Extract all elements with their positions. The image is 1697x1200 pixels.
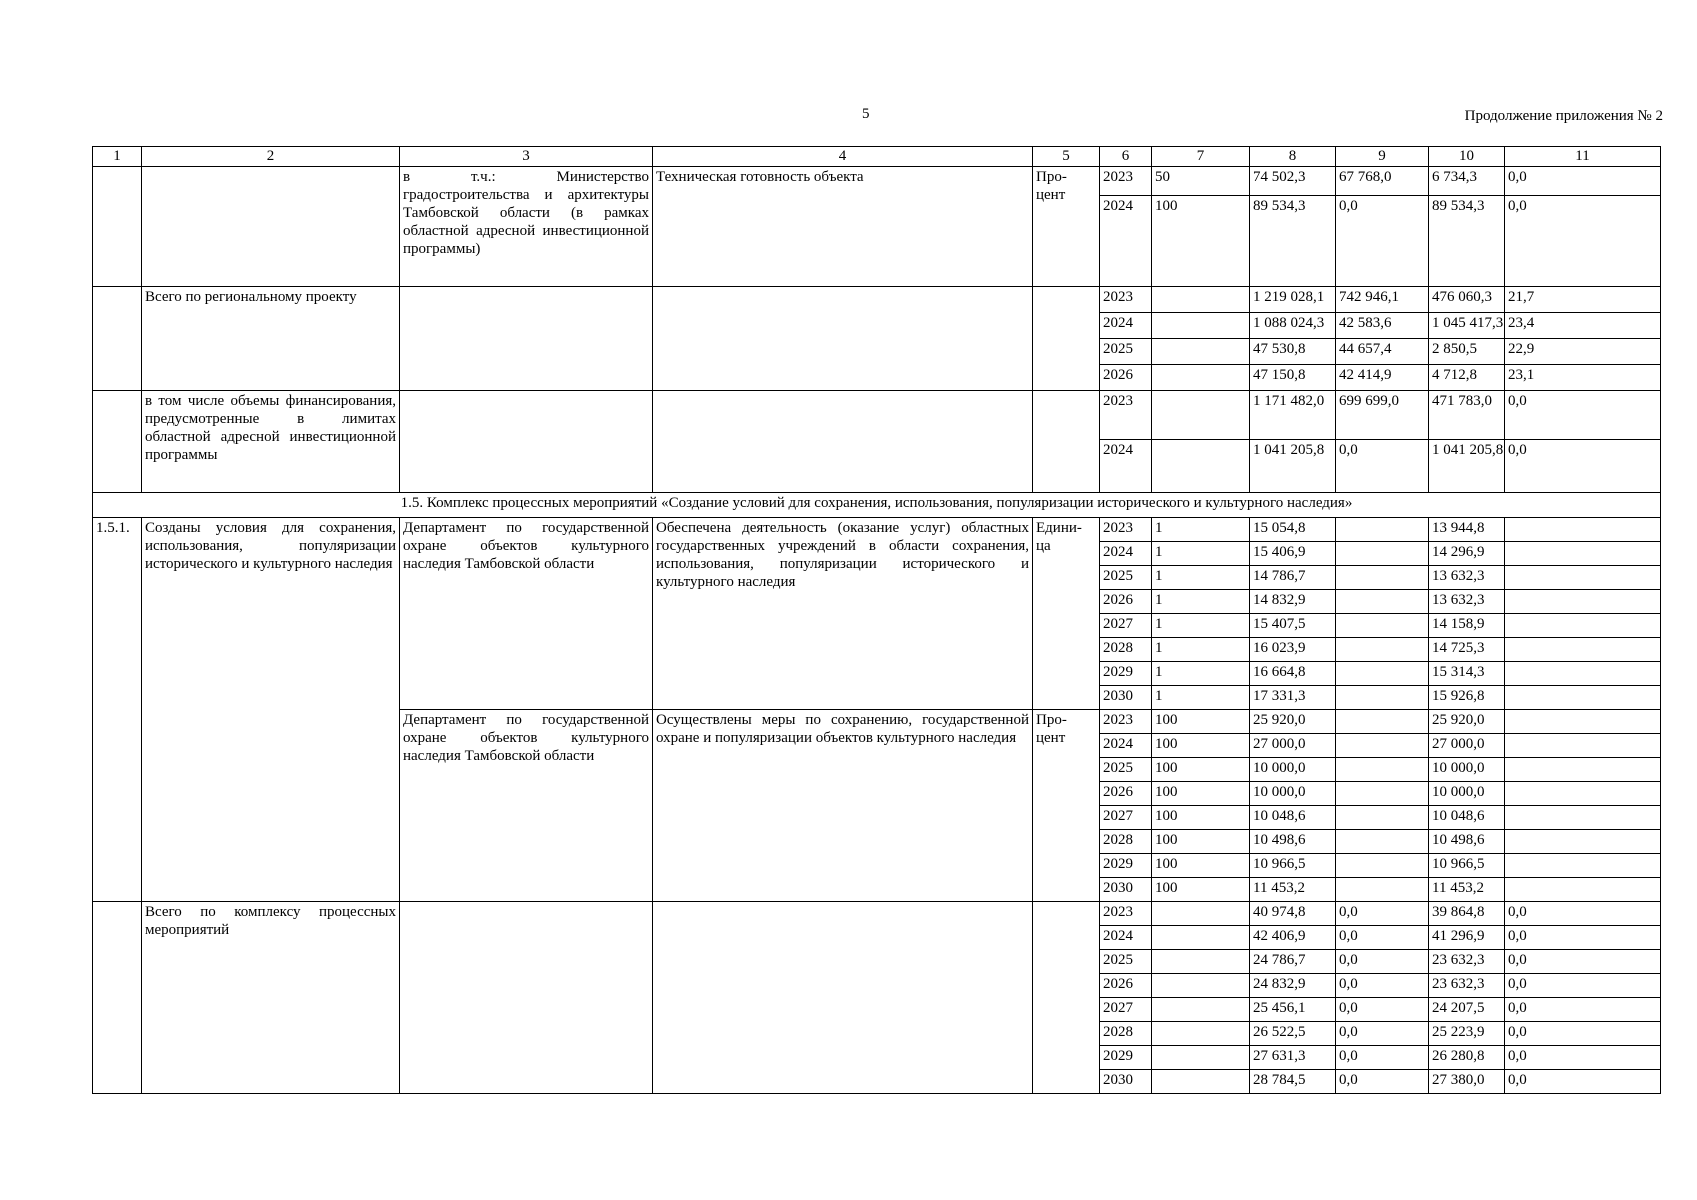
year-cell: 2029 [1100, 662, 1152, 686]
federal-cell: 0,0 [1336, 950, 1429, 974]
unit-cell: Про-цент [1033, 167, 1100, 287]
year-cell: 2030 [1100, 686, 1152, 710]
year-cell: 2023 [1100, 391, 1152, 440]
total-cell: 16 664,8 [1250, 662, 1336, 686]
federal-cell: 0,0 [1336, 1070, 1429, 1094]
municipal-cell: 0,0 [1505, 1046, 1661, 1070]
year-cell: 2026 [1100, 974, 1152, 998]
municipal-cell [1505, 806, 1661, 830]
total-cell: 40 974,8 [1250, 902, 1336, 926]
federal-cell [1336, 782, 1429, 806]
total-cell: 28 784,5 [1250, 1070, 1336, 1094]
federal-cell: 42 583,6 [1336, 313, 1429, 339]
regional-cell: 6 734,3 [1429, 167, 1505, 196]
indicator-value-cell: 1 [1152, 638, 1250, 662]
year-cell: 2024 [1100, 196, 1152, 287]
table-cell [400, 287, 653, 391]
regional-cell: 15 926,8 [1429, 686, 1505, 710]
year-cell: 2026 [1100, 365, 1152, 391]
col-header: 6 [1100, 147, 1152, 167]
federal-cell: 0,0 [1336, 926, 1429, 950]
indicator-value-cell: 100 [1152, 758, 1250, 782]
federal-cell: 0,0 [1336, 998, 1429, 1022]
table-row [93, 518, 1661, 542]
municipal-cell [1505, 758, 1661, 782]
col-header: 2 [142, 147, 400, 167]
municipal-cell [1505, 518, 1661, 542]
indicator-value-cell: 1 [1152, 662, 1250, 686]
indicator-value-cell [1152, 391, 1250, 440]
total-cell: 1 088 024,3 [1250, 313, 1336, 339]
indicator-value-cell [1152, 365, 1250, 391]
municipal-cell [1505, 734, 1661, 758]
indicator-value-cell: 100 [1152, 196, 1250, 287]
indicator-value-cell: 100 [1152, 734, 1250, 758]
regional-cell: 476 060,3 [1429, 287, 1505, 313]
indicator-name-cell: Техническая готовность объекта [653, 167, 1033, 287]
federal-cell [1336, 806, 1429, 830]
municipal-cell: 0,0 [1505, 1070, 1661, 1094]
indicator-value-cell: 100 [1152, 710, 1250, 734]
indicator-name-cell: Обеспечена деятельность (оказание услуг) областных государственных учреждений в области сохранения, использования, популяризации исторического и культурного наследия [653, 518, 1033, 710]
table-cell [653, 902, 1033, 1094]
municipal-cell: 23,1 [1505, 365, 1661, 391]
table-row [93, 902, 1661, 926]
year-cell: 2023 [1100, 518, 1152, 542]
table-cell [93, 167, 142, 287]
table-cell [93, 287, 142, 391]
municipal-cell: 22,9 [1505, 339, 1661, 365]
indicator-value-cell [1152, 287, 1250, 313]
regional-cell: 14 296,9 [1429, 542, 1505, 566]
federal-cell: 0,0 [1336, 974, 1429, 998]
federal-cell: 44 657,4 [1336, 339, 1429, 365]
federal-cell [1336, 734, 1429, 758]
year-cell: 2023 [1100, 287, 1152, 313]
indicator-value-cell: 1 [1152, 518, 1250, 542]
total-cell: 1 171 482,0 [1250, 391, 1336, 440]
col-header: 7 [1152, 147, 1250, 167]
indicator-value-cell [1152, 974, 1250, 998]
indicator-value-cell: 1 [1152, 566, 1250, 590]
process-complex-total-label: Всего по комплексу процессных мероприятий [142, 902, 400, 1094]
year-cell: 2030 [1100, 878, 1152, 902]
municipal-cell: 0,0 [1505, 950, 1661, 974]
section-title: 1.5. Комплекс процессных мероприятий «Создание условий для сохранения, использования, популяризации исторического и культурного наследия» [93, 493, 1661, 518]
indicator-value-cell: 1 [1152, 590, 1250, 614]
year-cell: 2023 [1100, 167, 1152, 196]
table-cell [1033, 902, 1100, 1094]
federal-cell [1336, 710, 1429, 734]
year-cell: 2025 [1100, 566, 1152, 590]
total-cell: 15 407,5 [1250, 614, 1336, 638]
municipal-cell: 0,0 [1505, 167, 1661, 196]
total-cell: 1 041 205,8 [1250, 440, 1336, 493]
indicator-value-cell: 100 [1152, 830, 1250, 854]
year-cell: 2030 [1100, 1070, 1152, 1094]
municipal-cell: 0,0 [1505, 974, 1661, 998]
table-row [93, 391, 1661, 440]
year-cell: 2026 [1100, 590, 1152, 614]
total-cell: 47 530,8 [1250, 339, 1336, 365]
total-cell: 16 023,9 [1250, 638, 1336, 662]
federal-cell [1336, 518, 1429, 542]
indicator-value-cell [1152, 1070, 1250, 1094]
regional-cell: 89 534,3 [1429, 196, 1505, 287]
federal-cell [1336, 542, 1429, 566]
table-cell [653, 391, 1033, 493]
federal-cell [1336, 662, 1429, 686]
regional-project-total-label: Всего по региональному проекту [142, 287, 400, 391]
regional-cell: 39 864,8 [1429, 902, 1505, 926]
indicator-value-cell: 50 [1152, 167, 1250, 196]
regional-cell: 4 712,8 [1429, 365, 1505, 391]
regional-cell: 10 498,6 [1429, 830, 1505, 854]
regional-cell: 2 850,5 [1429, 339, 1505, 365]
unit-cell: Едини-ца [1033, 518, 1100, 710]
col-header: 11 [1505, 147, 1661, 167]
section-title-row [93, 493, 1661, 518]
regional-cell: 23 632,3 [1429, 974, 1505, 998]
regional-cell: 41 296,9 [1429, 926, 1505, 950]
regional-cell: 26 280,8 [1429, 1046, 1505, 1070]
regional-cell: 24 207,5 [1429, 998, 1505, 1022]
regional-cell: 25 223,9 [1429, 1022, 1505, 1046]
municipal-cell: 0,0 [1505, 196, 1661, 287]
federal-cell: 0,0 [1336, 196, 1429, 287]
total-cell: 10 000,0 [1250, 782, 1336, 806]
total-cell: 74 502,3 [1250, 167, 1336, 196]
table-cell [93, 391, 142, 493]
federal-cell [1336, 854, 1429, 878]
total-cell: 1 219 028,1 [1250, 287, 1336, 313]
municipal-cell [1505, 710, 1661, 734]
total-cell: 27 000,0 [1250, 734, 1336, 758]
year-cell: 2027 [1100, 614, 1152, 638]
federal-cell: 67 768,0 [1336, 167, 1429, 196]
indicator-value-cell [1152, 998, 1250, 1022]
table-cell [1033, 391, 1100, 493]
year-cell: 2025 [1100, 758, 1152, 782]
indicator-value-cell [1152, 1022, 1250, 1046]
regional-cell: 23 632,3 [1429, 950, 1505, 974]
regional-cell: 10 048,6 [1429, 806, 1505, 830]
indicator-value-cell [1152, 902, 1250, 926]
year-cell: 2028 [1100, 638, 1152, 662]
col-header: 1 [93, 147, 142, 167]
municipal-cell: 0,0 [1505, 998, 1661, 1022]
year-cell: 2023 [1100, 902, 1152, 926]
table-row [93, 287, 1661, 313]
federal-cell [1336, 614, 1429, 638]
indicator-value-cell [1152, 950, 1250, 974]
item-name-cell: Созданы условия для сохранения, использования, популяризации исторического и культурного наследия [142, 518, 400, 902]
federal-cell: 0,0 [1336, 440, 1429, 493]
col-header: 4 [653, 147, 1033, 167]
year-cell: 2024 [1100, 440, 1152, 493]
federal-cell: 0,0 [1336, 1046, 1429, 1070]
municipal-cell: 0,0 [1505, 391, 1661, 440]
total-cell: 27 631,3 [1250, 1046, 1336, 1070]
indicator-value-cell [1152, 1046, 1250, 1070]
municipal-cell: 0,0 [1505, 1022, 1661, 1046]
table-cell [653, 287, 1033, 391]
indicator-value-cell: 1 [1152, 542, 1250, 566]
municipal-cell: 0,0 [1505, 926, 1661, 950]
col-header: 8 [1250, 147, 1336, 167]
municipal-cell [1505, 614, 1661, 638]
total-cell: 26 522,5 [1250, 1022, 1336, 1046]
appendix-continuation-label: Продолжение приложения № 2 [1464, 108, 1663, 124]
regional-cell: 1 041 205,8 [1429, 440, 1505, 493]
regional-cell: 471 783,0 [1429, 391, 1505, 440]
total-cell: 11 453,2 [1250, 878, 1336, 902]
year-cell: 2026 [1100, 782, 1152, 806]
col-header: 3 [400, 147, 653, 167]
total-cell: 14 832,9 [1250, 590, 1336, 614]
municipal-cell [1505, 782, 1661, 806]
col-header: 10 [1429, 147, 1505, 167]
municipal-cell [1505, 662, 1661, 686]
municipal-cell [1505, 638, 1661, 662]
federal-cell [1336, 830, 1429, 854]
table-cell [142, 167, 400, 287]
regional-cell: 10 000,0 [1429, 758, 1505, 782]
regional-cell: 27 380,0 [1429, 1070, 1505, 1094]
total-cell: 25 920,0 [1250, 710, 1336, 734]
total-cell: 15 054,8 [1250, 518, 1336, 542]
indicator-value-cell: 1 [1152, 686, 1250, 710]
indicator-name-cell: Осуществлены меры по сохранению, государственной охране и популяризации объектов культурного наследия [653, 710, 1033, 902]
federal-cell [1336, 878, 1429, 902]
table-row [93, 167, 1661, 196]
federal-cell [1336, 566, 1429, 590]
page-number: 5 [862, 106, 870, 122]
federal-cell [1336, 686, 1429, 710]
total-cell: 42 406,9 [1250, 926, 1336, 950]
col-header: 5 [1033, 147, 1100, 167]
federal-cell [1336, 590, 1429, 614]
total-cell: 14 786,7 [1250, 566, 1336, 590]
regional-cell: 11 453,2 [1429, 878, 1505, 902]
table-cell [93, 902, 142, 1094]
regional-cell: 14 725,3 [1429, 638, 1505, 662]
total-cell: 24 786,7 [1250, 950, 1336, 974]
regional-cell: 13 944,8 [1429, 518, 1505, 542]
regional-cell: 10 000,0 [1429, 782, 1505, 806]
indicator-value-cell: 1 [1152, 614, 1250, 638]
total-cell: 10 498,6 [1250, 830, 1336, 854]
year-cell: 2024 [1100, 734, 1152, 758]
federal-cell: 0,0 [1336, 902, 1429, 926]
municipal-cell [1505, 590, 1661, 614]
column-number-row [93, 147, 1661, 167]
indicator-value-cell: 100 [1152, 806, 1250, 830]
municipal-cell [1505, 830, 1661, 854]
budget-table-body [93, 147, 1661, 1094]
indicator-value-cell: 100 [1152, 782, 1250, 806]
executor-cell: Департамент по государственной охране объектов культурного наследия Тамбовской области [400, 518, 653, 710]
municipal-cell [1505, 854, 1661, 878]
table-cell [1033, 287, 1100, 391]
municipal-cell: 23,4 [1505, 313, 1661, 339]
executor-cell: Департамент по государственной охране объектов культурного наследия Тамбовской области [400, 710, 653, 902]
year-cell: 2024 [1100, 313, 1152, 339]
item-number-cell: 1.5.1. [93, 518, 142, 902]
year-cell: 2028 [1100, 830, 1152, 854]
federal-cell: 42 414,9 [1336, 365, 1429, 391]
federal-cell: 0,0 [1336, 1022, 1429, 1046]
year-cell: 2028 [1100, 1022, 1152, 1046]
total-cell: 89 534,3 [1250, 196, 1336, 287]
total-cell: 47 150,8 [1250, 365, 1336, 391]
regional-cell: 13 632,3 [1429, 566, 1505, 590]
municipal-cell [1505, 878, 1661, 902]
regional-cell: 13 632,3 [1429, 590, 1505, 614]
year-cell: 2025 [1100, 339, 1152, 365]
year-cell: 2025 [1100, 950, 1152, 974]
regional-cell: 1 045 417,3 [1429, 313, 1505, 339]
regional-cell: 25 920,0 [1429, 710, 1505, 734]
municipal-cell [1505, 686, 1661, 710]
total-cell: 24 832,9 [1250, 974, 1336, 998]
year-cell: 2023 [1100, 710, 1152, 734]
total-cell: 10 966,5 [1250, 854, 1336, 878]
col-header: 9 [1336, 147, 1429, 167]
federal-cell: 742 946,1 [1336, 287, 1429, 313]
year-cell: 2024 [1100, 926, 1152, 950]
total-cell: 17 331,3 [1250, 686, 1336, 710]
year-cell: 2024 [1100, 542, 1152, 566]
aip-limits-label: в том числе объемы финансирования, предусмотренные в лимитах областной адресной инвестиционной программы [142, 391, 400, 493]
municipal-cell: 0,0 [1505, 902, 1661, 926]
federal-cell [1336, 638, 1429, 662]
total-cell: 10 000,0 [1250, 758, 1336, 782]
year-cell: 2027 [1100, 806, 1152, 830]
regional-cell: 10 966,5 [1429, 854, 1505, 878]
regional-cell: 27 000,0 [1429, 734, 1505, 758]
total-cell: 25 456,1 [1250, 998, 1336, 1022]
unit-cell: Про-цент [1033, 710, 1100, 902]
municipal-cell: 21,7 [1505, 287, 1661, 313]
indicator-value-cell [1152, 926, 1250, 950]
municipal-cell [1505, 542, 1661, 566]
federal-cell: 699 699,0 [1336, 391, 1429, 440]
year-cell: 2029 [1100, 854, 1152, 878]
regional-cell: 15 314,3 [1429, 662, 1505, 686]
year-cell: 2029 [1100, 1046, 1152, 1070]
year-cell: 2027 [1100, 998, 1152, 1022]
table-cell [400, 902, 653, 1094]
indicator-value-cell: 100 [1152, 878, 1250, 902]
table-cell [400, 391, 653, 493]
municipal-cell: 0,0 [1505, 440, 1661, 493]
indicator-value-cell [1152, 339, 1250, 365]
indicator-value-cell [1152, 440, 1250, 493]
federal-cell [1336, 758, 1429, 782]
regional-cell: 14 158,9 [1429, 614, 1505, 638]
total-cell: 15 406,9 [1250, 542, 1336, 566]
budget-table [92, 146, 1661, 1094]
indicator-value-cell: 100 [1152, 854, 1250, 878]
indicator-value-cell [1152, 313, 1250, 339]
municipal-cell [1505, 566, 1661, 590]
total-cell: 10 048,6 [1250, 806, 1336, 830]
executor-cell: в т.ч.: Министерство градостроительства и архитектуры Тамбовской области (в рамках областной адресной инвестиционной программы) [400, 167, 653, 287]
